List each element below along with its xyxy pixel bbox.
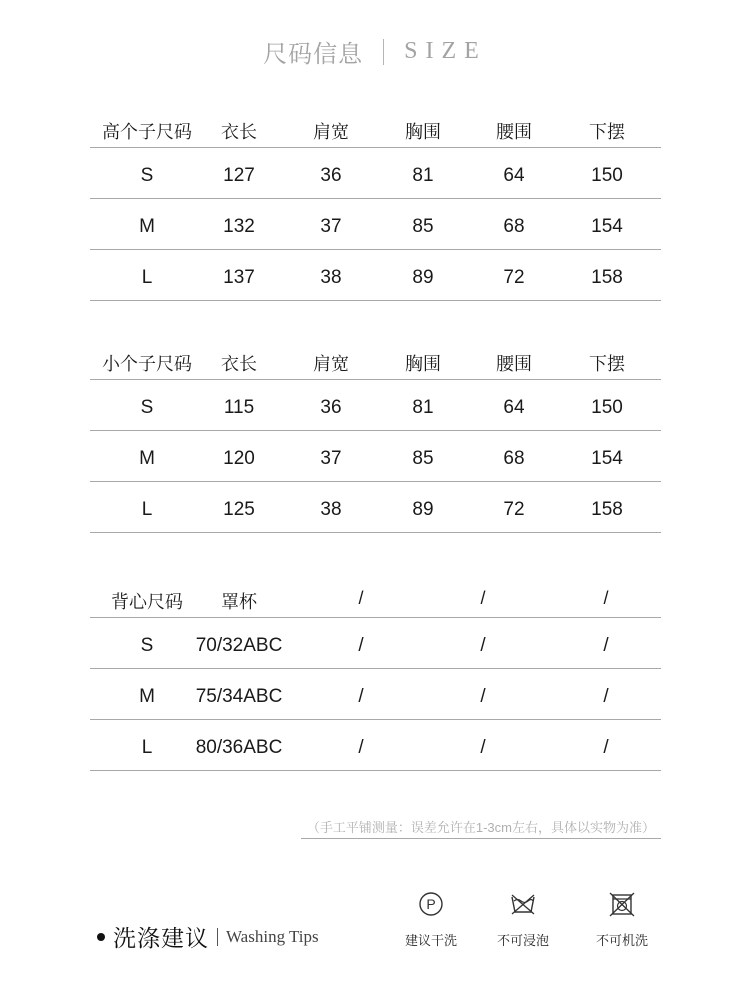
table-cell: M [139, 216, 155, 237]
table-header-cell: 衣长 [221, 354, 257, 374]
table-cell: 36 [320, 165, 342, 186]
table-header-cell: 罩杯 [221, 592, 257, 612]
table-cell: 64 [503, 397, 525, 418]
table-cell: / [603, 635, 609, 656]
no-soak-icon [509, 890, 537, 918]
washing-title-en: Washing Tips [226, 926, 319, 946]
table-cell: 85 [412, 448, 434, 469]
table-cell: L [141, 499, 153, 520]
table-cell: 70/32ABC [195, 635, 283, 656]
table-cell: 132 [223, 216, 255, 237]
care-item-no-soak [497, 890, 549, 949]
table-header-cell: 衣长 [221, 122, 257, 142]
table-cell: 64 [503, 165, 525, 186]
title-cn: 尺码信息 [263, 41, 364, 68]
table-header-cell: 下摆 [589, 122, 625, 142]
table-cell: 150 [591, 397, 623, 418]
table-cell: / [358, 635, 364, 656]
washing-tips-heading [97, 920, 319, 953]
care-label: 不可机洗 [595, 933, 649, 948]
table-cell: S [140, 165, 154, 186]
care-item-dry-clean [405, 890, 457, 949]
table-header-cell: / [358, 588, 364, 608]
table-header-cell: 背心尺码 [111, 592, 183, 612]
table-header-cell: / [603, 588, 609, 608]
table-row [90, 618, 661, 669]
table-header-cell: 肩宽 [313, 354, 349, 374]
table-row [90, 380, 661, 431]
table-header-cell: 下摆 [589, 354, 625, 374]
table-header-row [90, 588, 661, 618]
table-cell: 115 [223, 397, 255, 418]
table-cell: S [140, 397, 154, 418]
table-cell: 154 [591, 448, 623, 469]
measurement-note: （手工平铺测量：误差允许在1-3cm左右，具体以实物为准） [301, 817, 661, 839]
page-title [0, 34, 750, 69]
table-header-cell: / [480, 588, 486, 608]
table-header-cell: 胸围 [405, 354, 441, 374]
table-row [90, 199, 661, 250]
table-cell: / [480, 635, 486, 656]
dry-clean-icon [417, 890, 445, 918]
washing-title-cn: 洗涤建议 [113, 925, 209, 951]
svg-text:P: P [426, 896, 436, 912]
vest-size-table [90, 588, 661, 771]
table-cell: 150 [591, 165, 623, 186]
table-header-cell: 小个子尺码 [102, 354, 192, 374]
table-cell: 158 [591, 267, 623, 288]
table-cell: S [140, 635, 154, 656]
table-header-cell: 胸围 [405, 122, 441, 142]
table-row [90, 669, 661, 720]
table-cell: 37 [320, 448, 342, 469]
table-header-row [90, 118, 661, 148]
table-cell: 37 [320, 216, 342, 237]
petite-size-table [90, 350, 661, 533]
table-header-cell: 腰围 [496, 354, 532, 374]
table-header-cell: 腰围 [496, 122, 532, 142]
title-en: SIZE [404, 38, 487, 64]
care-label: 不可浸泡 [496, 933, 550, 948]
table-cell: L [141, 267, 153, 288]
care-label: 建议干洗 [404, 933, 458, 948]
table-header-cell: 肩宽 [313, 122, 349, 142]
table-cell: 36 [320, 397, 342, 418]
table-cell: 72 [503, 267, 525, 288]
table-cell: M [139, 448, 155, 469]
table-cell: / [480, 737, 486, 758]
table-header-row [90, 350, 661, 380]
table-cell: 81 [412, 397, 434, 418]
table-row [90, 482, 661, 533]
washing-separator [217, 928, 218, 946]
bullet-dot-icon [97, 933, 105, 941]
table-cell: 89 [412, 267, 434, 288]
table-cell: 127 [223, 165, 255, 186]
table-cell: 72 [503, 499, 525, 520]
table-cell: 81 [412, 165, 434, 186]
table-cell: / [603, 737, 609, 758]
table-row [90, 431, 661, 482]
table-cell: 38 [320, 267, 342, 288]
table-cell: 85 [412, 216, 434, 237]
table-cell: / [603, 686, 609, 707]
table-cell: / [358, 737, 364, 758]
tall-size-table [90, 118, 661, 301]
table-cell: 125 [223, 499, 255, 520]
no-machine-wash-icon [608, 890, 636, 918]
table-row [90, 148, 661, 199]
table-cell: 68 [503, 216, 525, 237]
title-separator [383, 39, 384, 65]
care-item-no-machine-wash [596, 890, 648, 949]
table-cell: 154 [591, 216, 623, 237]
table-cell: 75/34ABC [195, 686, 283, 707]
table-cell: 120 [223, 448, 255, 469]
table-cell: 89 [412, 499, 434, 520]
table-cell: 158 [591, 499, 623, 520]
table-cell: 137 [223, 267, 255, 288]
table-header-cell: 高个子尺码 [102, 122, 192, 142]
table-row [90, 250, 661, 301]
table-row [90, 720, 661, 771]
table-cell: L [141, 737, 153, 758]
table-cell: / [480, 686, 486, 707]
table-cell: / [358, 686, 364, 707]
table-cell: 38 [320, 499, 342, 520]
table-cell: M [139, 686, 155, 707]
table-cell: 80/36ABC [195, 737, 283, 758]
table-cell: 68 [503, 448, 525, 469]
